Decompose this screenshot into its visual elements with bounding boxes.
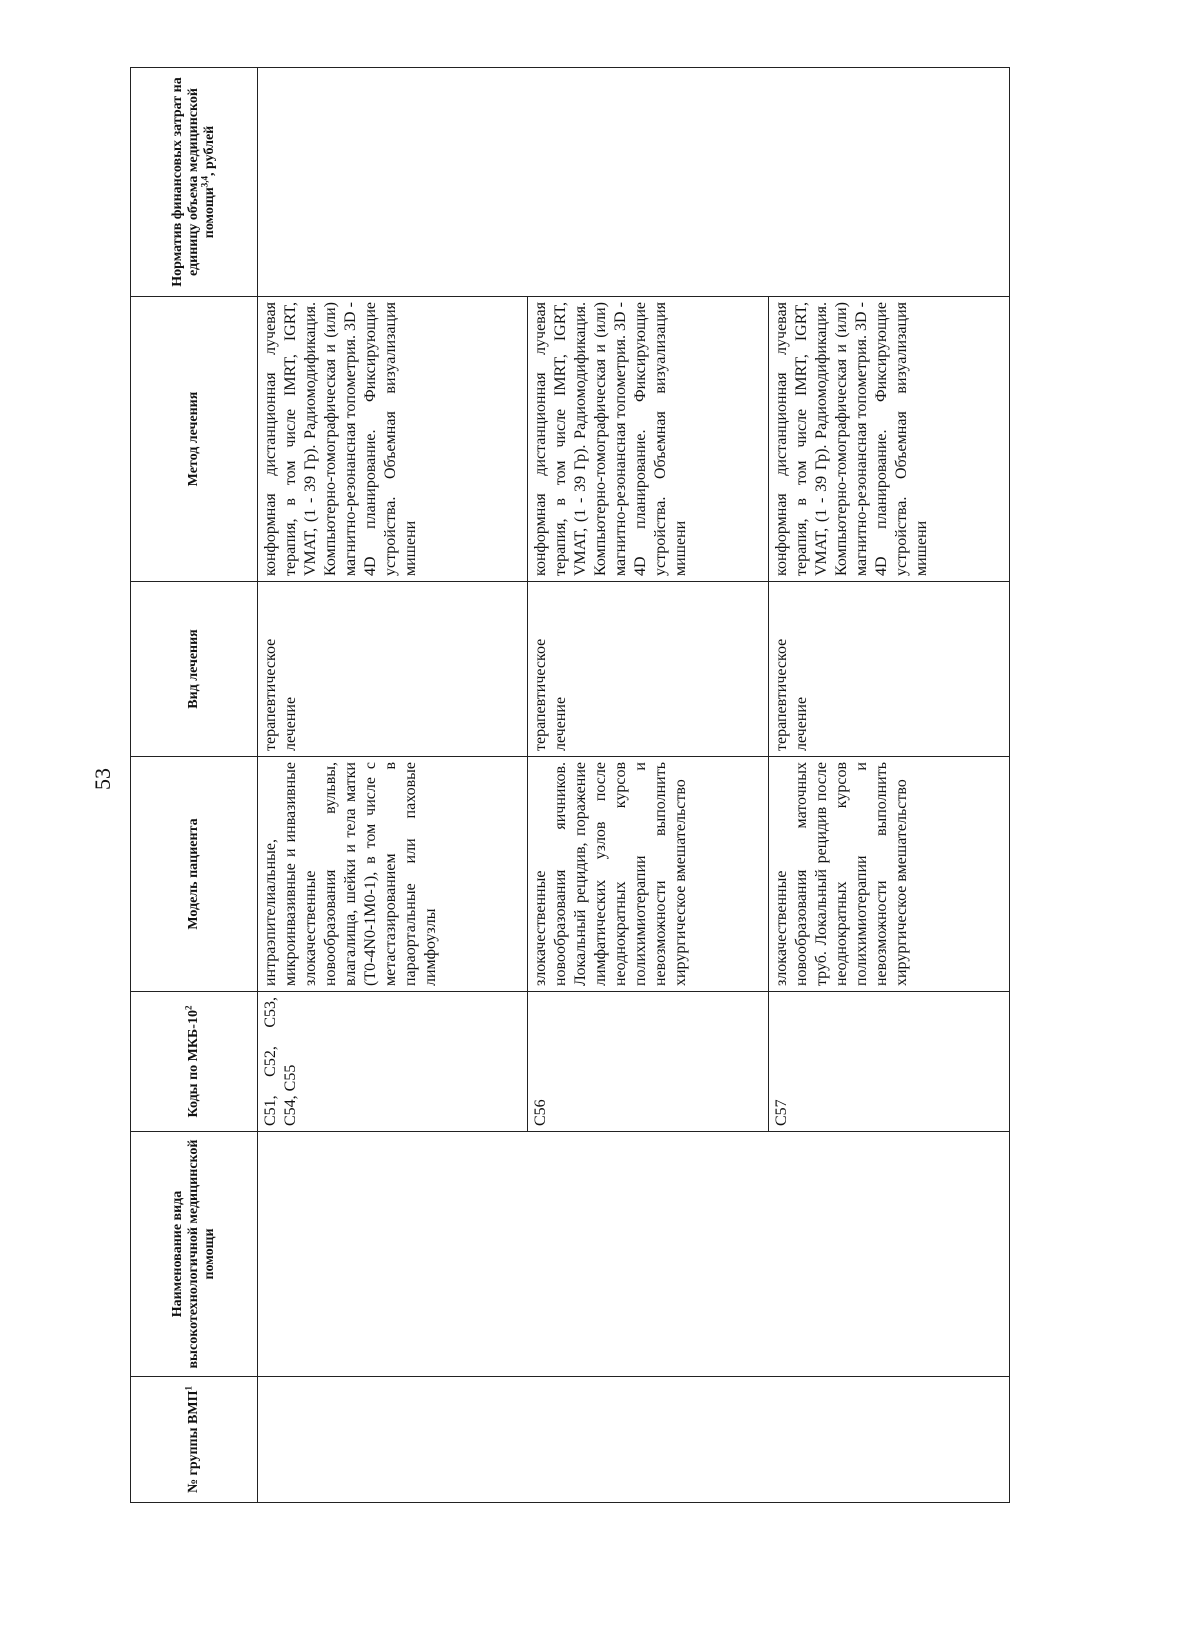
header-cost-standard: Норматив финансовых затрат на единицу объема медицинской помощи$^{3,4}$, рублей — [131, 68, 258, 297]
icd-codes-cell: C51, C52, C53, C54, C55 — [258, 992, 528, 1132]
rotated-table-container — [130, 68, 1010, 1503]
treatment-method-cell: конформная дистанционная лучевая терапия, в том числе IMRT, IGRT, VMAT, (1 - 39 Гр). Радиомодификация. Компьютерно-томографическая и (или) магнитно-резонансная топометрия. 3D - 4D планирование. Фиксирующие устройства. Объемная визуализация мишени — [258, 297, 528, 582]
vmp-table — [130, 67, 1010, 1503]
care-type-name-cell — [258, 1132, 1010, 1377]
treatment-method-cell: конформная дистанционная лучевая терапия, в том числе IMRT, IGRT, VMAT, (1 - 39 Гр). Радиомодификация. Компьютерно-томографическая и (или) магнитно-резонансная топометрия. 3D - 4D планирование. Фиксирующие устройства. Объемная визуализация мишени — [527, 297, 768, 582]
patient-model-cell: злокачественные новообразования яичников. Локальный рецидив, поражение лимфатических узлов после неоднократных курсов полихимиотерапии и невозможности выполнить хирургическое вмешательство — [527, 757, 768, 992]
icd-codes-cell: C56 — [527, 992, 768, 1132]
header-treatment-method: Метод лечения — [131, 297, 258, 582]
patient-model-cell: злокачественные новообразования маточных труб. Локальный рецидив после неоднократных курсов полихимиотерапии и невозможности выполнить хирургическое вмешательство — [768, 757, 1009, 992]
header-group-number: № группы ВМП$^1$ — [131, 1377, 258, 1503]
table-row — [258, 68, 528, 1503]
header-patient-model: Модель пациента — [131, 757, 258, 992]
header-treatment-type: Вид лечения — [131, 582, 258, 757]
treatment-method-cell: конформная дистанционная лучевая терапия, в том числе IMRT, IGRT, VMAT, (1 - 39 Гр). Радиомодификация. Компьютерно-томографическая и (или) магнитно-резонансная топометрия. 3D - 4D планирование. Фиксирующие устройства. Объемная визуализация мишени — [768, 297, 1009, 582]
treatment-type-cell: терапевтическое лечение — [527, 582, 768, 757]
icd-codes-cell: C57 — [768, 992, 1009, 1132]
treatment-type-cell: терапевтическое лечение — [768, 582, 1009, 757]
patient-model-cell: интраэпителиальные, микроинвазивные и инвазивные злокачественные новообразования вульвы, влагалища, шейки и тела матки (T0-4N0-1M0-1), в том числе с метастазированием в параортальные или паховые лимфоузлы — [258, 757, 528, 992]
table-header-row — [131, 68, 258, 1503]
page-number: 53 — [90, 768, 115, 790]
header-care-type-name: Наименование вида высокотехнологичной медицинской помощи — [131, 1132, 258, 1377]
group-number-cell — [258, 1377, 1010, 1503]
header-icd-codes: Коды по МКБ-$10^2$ — [131, 992, 258, 1132]
cost-standard-cell — [258, 68, 1010, 297]
treatment-type-cell: терапевтическое лечение — [258, 582, 528, 757]
